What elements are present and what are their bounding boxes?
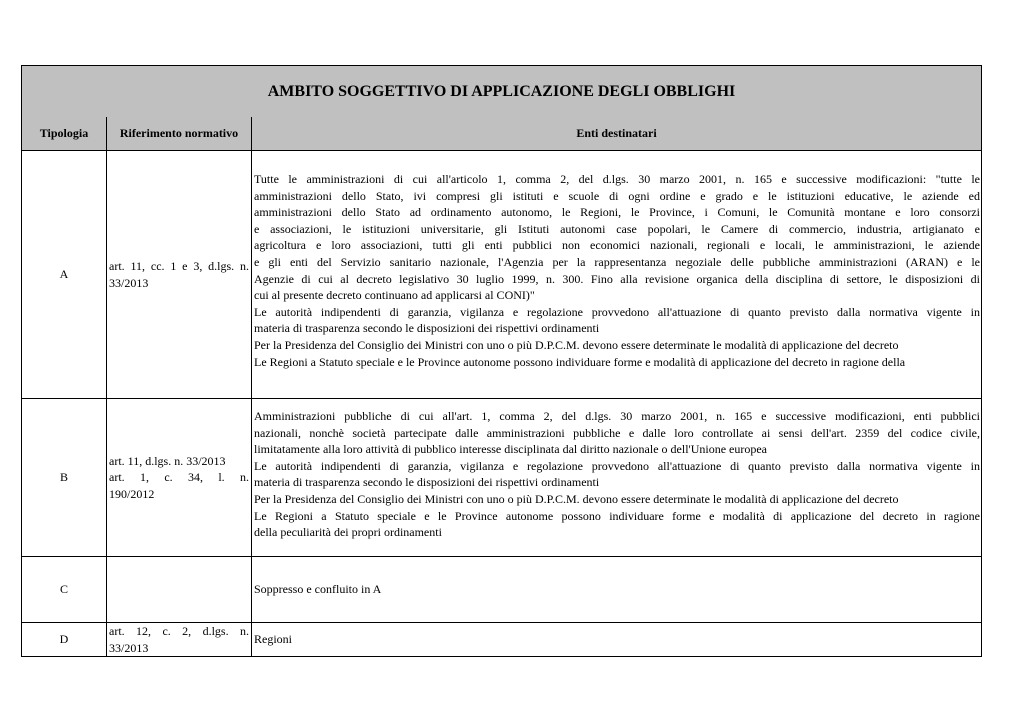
row-a-enti-line: agricoltura e loro associazioni, tutti gli enti pubblici non economici nazionali, regionali e locali, le amministrazioni, le aziende: [254, 238, 980, 253]
row-a-enti-line: materia di trasparenza secondo le disposizioni dei rispettivi ordinamenti: [254, 321, 600, 336]
obligations-table: [21, 65, 982, 657]
column-divider: [106, 117, 107, 656]
row-b-enti-line: della peculiarità dei propri ordinamenti: [254, 525, 442, 540]
row-d-riferimento-line: 33/2013: [109, 640, 149, 655]
row-a-enti-line: Le Regioni a Statuto speciale e le Province autonome possono individuare forme e modalità di applicazione del decreto in ragione della: [254, 354, 906, 369]
table-title: AMBITO SOGGETTIVO DI APPLICAZIONE DEGLI OBBLIGHI: [22, 66, 981, 118]
row-b-riferimento-line: 190/2012: [109, 486, 155, 501]
row-b-enti-line: Le Regioni a Statuto speciale e le Province autonome possono individuare forme e modalità di applicazione del decreto in ragione: [254, 508, 980, 523]
row-a-riferimento-line: art. 11, cc. 1 e 3, d.lgs. n.: [109, 258, 249, 273]
row-b-enti: [254, 408, 980, 554]
header-tipologia: Tipologia: [22, 117, 106, 151]
row-a-enti-line: Tutte le amministrazioni di cui all'articolo 1, comma 2, del d.lgs. 30 marzo 2001, n. 165 e successive modificazioni: "tutte le: [254, 172, 980, 186]
row-a-enti-line: e gli enti del Servizio sanitario nazionale, l'Agenzia per la rappresentanza negoziale delle pubbliche amministrazioni (ARAN) e le: [254, 254, 980, 269]
row-d-enti: Regioni: [254, 632, 292, 647]
row-b-enti-line: Amministrazioni pubbliche di cui all'art. 1, comma 2, del d.lgs. 30 marzo 2001, n. 165 e successive modificazioni, enti pubblici: [254, 409, 980, 423]
row-b-riferimento-line: art. 1, c. 34, l. n.: [109, 470, 249, 485]
row-a-enti: [254, 171, 980, 396]
column-divider: [251, 117, 252, 656]
row-a-riferimento-line: 33/2013: [109, 275, 149, 290]
row-a-enti-line: amministrazioni dello Stato, ivi compresi gli istituti e scuole di ogni ordine e grado e le istituzioni educative, le aziende ed: [254, 188, 980, 203]
row-c-enti: Soppresso e confluito in A: [254, 582, 382, 597]
row-b-enti-line: materia di trasparenza secondo le disposizioni dei rispettivi ordinamenti: [254, 475, 600, 490]
row-b-enti-line: limitatamente alla loro attività di pubblico interesse disciplinata dal diritto nazionale o dell'Unione europea: [254, 442, 767, 457]
row-d-riferimento-line: art. 12, c. 2, d.lgs. n.: [109, 624, 249, 638]
row-a-enti-line: amministrazioni dello Stato ad ordinamento autonomo, le Regioni, le Province, i Comuni, le Comunità montane e loro consorzi: [254, 205, 980, 220]
row-d-tipologia: D: [59, 632, 69, 647]
row-b-enti-line: Per la Presidenza del Consiglio dei Ministri con uno o più D.P.C.M. devono essere determinate le modalità di applicazione del decreto: [254, 491, 899, 506]
row-b-enti-line: Le autorità indipendenti di garanzia, vigilanza e regolazione provvedono all'attuazione di quanto previsto dalla normativa vigente in: [254, 458, 980, 473]
row-a-enti-line: e associazioni, le istituzioni universitarie, gli Istituti autonomi case popolari, le Camere di commercio, industria, artigianato e: [254, 221, 980, 236]
header-riferimento: Riferimento normativo: [107, 117, 251, 151]
row-b-riferimento: [109, 399, 249, 556]
header-enti: Enti destinatari: [252, 117, 981, 151]
row-a-tipologia: A: [59, 267, 69, 282]
row-d-riferimento: [109, 623, 249, 656]
row-b-tipologia: B: [59, 470, 68, 485]
row-a-enti-line: Per la Presidenza del Consiglio dei Ministri con uno o più D.P.C.M. devono essere determinate le modalità di applicazione del decreto: [254, 337, 899, 352]
row-a-enti-line: cui al presente decreto continuano ad applicarsi al CONI)": [254, 288, 535, 303]
row-b-riferimento-line: art. 11, d.lgs. n. 33/2013: [109, 453, 226, 468]
row-b-enti-line: nazionali, nonchè società partecipate dalle amministrazioni pubbliche e dalle loro controllate ai sensi dell'art. 2359 del codice civile,: [254, 425, 980, 440]
row-a-enti-line: Agenzie di cui al decreto legislativo 30 luglio 1999, n. 300. Fino alla revisione organica della disciplina di settore, le disposizioni di: [254, 271, 980, 286]
row-a-enti-line: Le autorità indipendenti di garanzia, vigilanza e regolazione provvedono all'attuazione di quanto previsto dalla normativa vigente in: [254, 304, 980, 319]
row-a-riferimento: [109, 151, 249, 398]
row-c-tipologia: C: [59, 582, 68, 597]
